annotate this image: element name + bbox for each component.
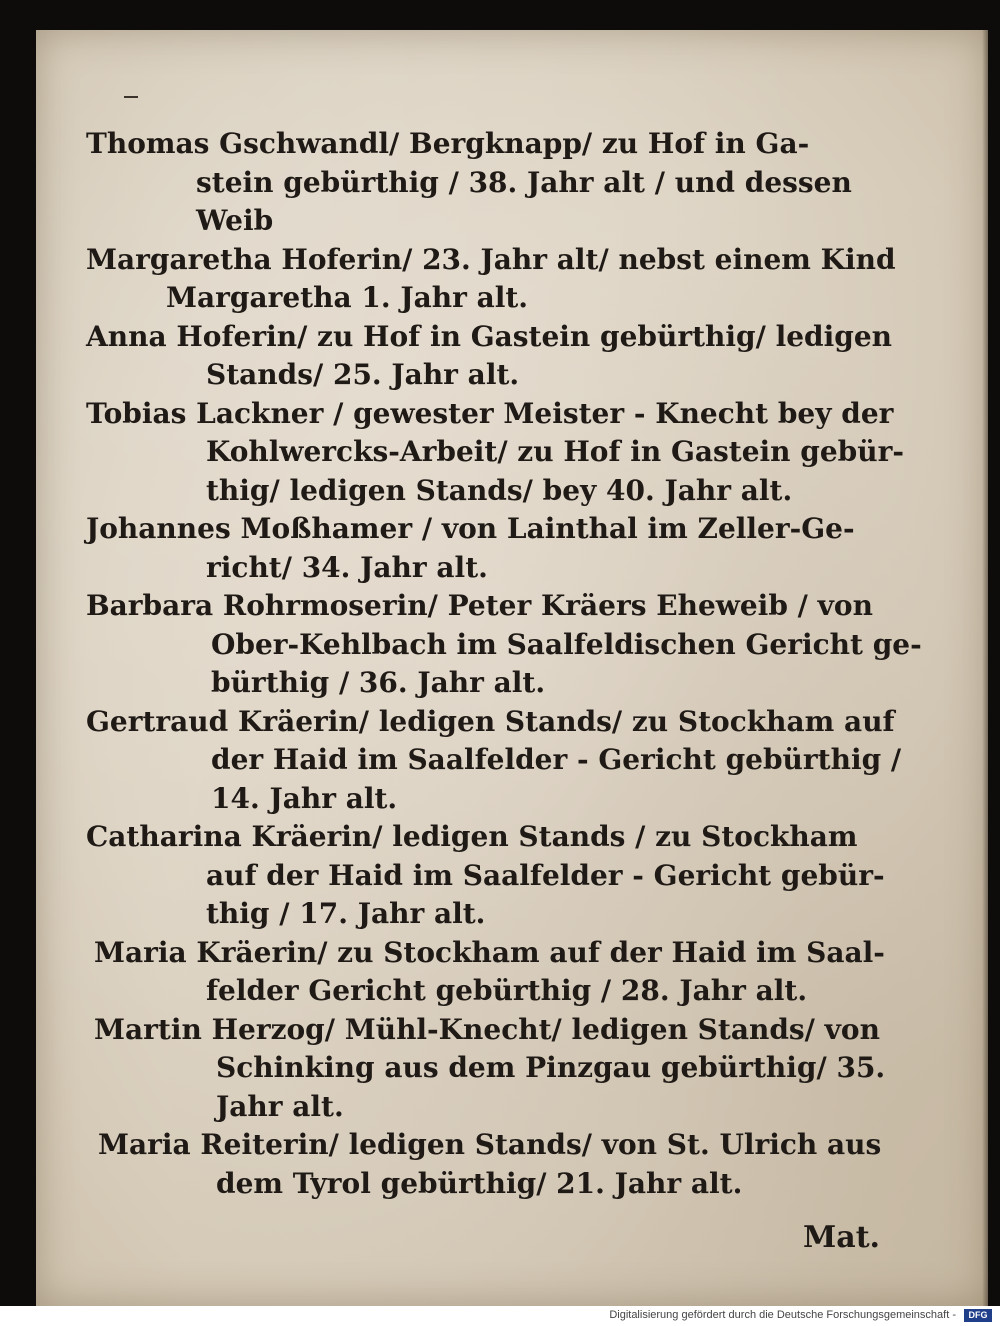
entry-line: auf der Haid im Saalfelder - Gericht gebür- [206, 858, 885, 892]
catchword: Mat. [803, 1220, 880, 1255]
entry-line: Kohlwercks-Arbeit/ zu Hof in Gastein gebür- [206, 435, 904, 468]
list-item [86, 587, 922, 703]
list-item [86, 241, 896, 318]
entry-list [86, 125, 922, 1203]
list-item [86, 818, 886, 934]
entry-line: Stands/ 25. Jahr alt. [206, 358, 520, 391]
entry-line: thig / 17. Jahr alt. [206, 897, 486, 930]
entry-line: Barbara Rohrmoserin/ Peter Kräers Eheweib / von [86, 589, 873, 622]
document-page [36, 30, 988, 1306]
entry-line: Johannes Moßhamer / von Lainthal im Zeller-Ge- [86, 512, 855, 545]
entry-line: stein gebürthig / 38. Jahr alt / und dessen [196, 165, 852, 199]
entry-line: Schinking aus dem Pinzgau gebürthig/ 35. [216, 1051, 886, 1084]
list-item [86, 703, 902, 819]
entry-line: felder Gericht gebürthig / 28. Jahr alt. [206, 974, 808, 1007]
entry-line: richt/ 34. Jahr alt. [206, 550, 488, 584]
footer-credit: Digitalisierung gefördert durch die Deutsche Forschungsgemeinschaft - [609, 1309, 956, 1321]
list-item [86, 318, 892, 395]
list-item [86, 1126, 886, 1203]
list-item [86, 1011, 886, 1127]
entry-line: der Haid im Saalfelder - Gericht gebürthig / [211, 743, 902, 776]
entry-line: Thomas Gschwandl/ Bergknapp/ zu Hof in Ga- [86, 127, 810, 160]
footer [0, 1306, 1000, 1326]
page-edge-shadow [982, 30, 988, 1306]
entry-line: Margaretha 1. Jahr alt. [166, 281, 529, 314]
list-item [86, 125, 886, 241]
entry-line: bürthig / 36. Jahr alt. [211, 666, 546, 699]
entry-line: Maria Reiterin/ ledigen Stands/ von St. Ulrich aus [98, 1128, 882, 1161]
list-item [86, 934, 886, 1011]
dfg-logo: DFG [964, 1309, 992, 1322]
list-item [86, 395, 904, 511]
entry-line: 14. Jahr alt. [211, 781, 398, 815]
entry-line: Gertraud Kräerin/ ledigen Stands/ zu Stockham auf [86, 704, 895, 738]
entry-line: Martin Herzog/ Mühl-Knecht/ ledigen Stands/ von [94, 1012, 880, 1046]
entry-line: Ober-Kehlbach im Saalfeldischen Gericht ge- [211, 627, 922, 661]
printer-mark [124, 96, 138, 98]
entry-line: dem Tyrol gebürthig/ 21. Jahr alt. [216, 1166, 743, 1200]
entry-line: Maria Kräerin/ zu Stockham auf der Haid im Saal- [94, 935, 885, 969]
entry-line: Weib [196, 204, 274, 237]
entry-line: Anna Hoferin/ zu Hof in Gastein gebürthig/ ledigen [86, 319, 892, 353]
entry-line: Catharina Kräerin/ ledigen Stands / zu Stockham [86, 820, 858, 853]
entry-line: Tobias Lackner / gewester Meister - Knecht bey der [86, 396, 894, 430]
entry-line: thig/ ledigen Stands/ bey 40. Jahr alt. [206, 473, 793, 507]
list-item [86, 510, 886, 587]
entry-line: Margaretha Hoferin/ 23. Jahr alt/ nebst einem Kind [86, 242, 896, 276]
entry-line: Jahr alt. [216, 1089, 344, 1123]
